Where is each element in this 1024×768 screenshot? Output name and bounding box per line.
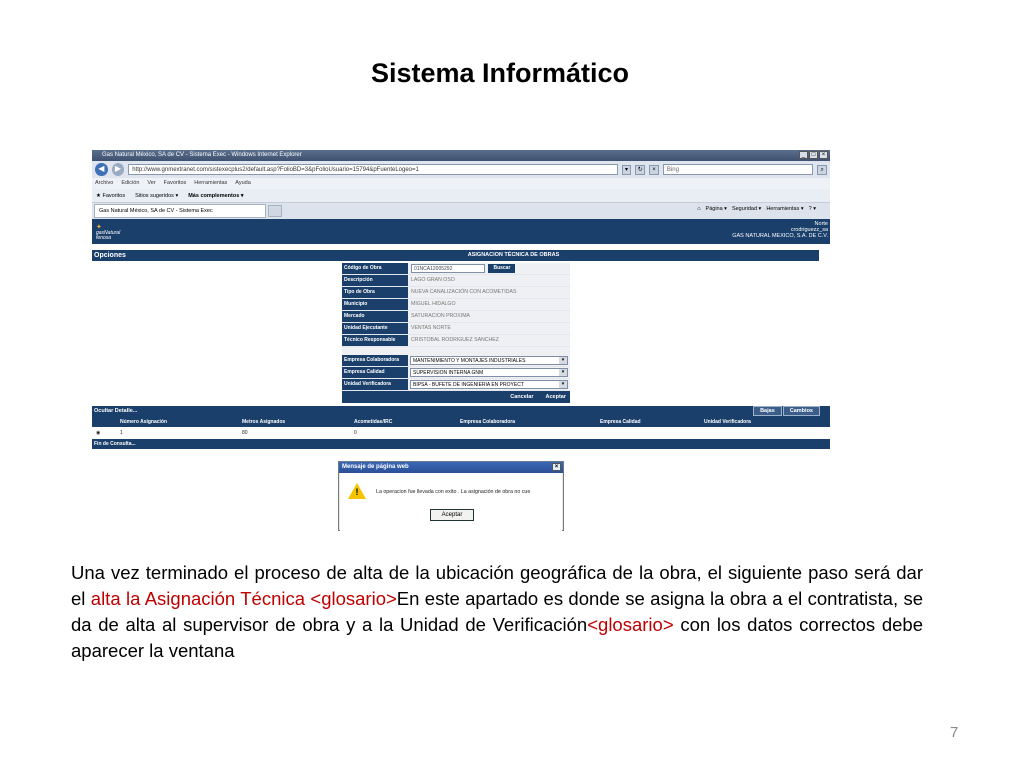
table-cell: 0 — [354, 430, 357, 436]
empresa-colaboradora-label: Empresa Colaboradora — [342, 355, 408, 366]
dropdown-icon[interactable]: ▾ — [622, 165, 632, 175]
form-row — [342, 299, 570, 311]
form-row — [342, 335, 570, 347]
logo-line1: gasNatural — [96, 230, 121, 236]
column-header: Unidad Verificadora — [704, 419, 751, 425]
accept-button[interactable]: Aceptar — [545, 394, 566, 400]
search-input[interactable]: Bing — [663, 164, 813, 175]
stop-icon[interactable]: × — [649, 165, 659, 175]
field-value: MIGUEL HIDALGO — [408, 299, 570, 310]
form-row-select — [342, 367, 570, 379]
new-tab-button[interactable] — [268, 205, 282, 217]
dialog-message: La operacion fue llevada con exito . La asignación de obra no cue — [376, 489, 531, 495]
detail-bar — [92, 406, 830, 417]
column-header: Empresa Calidad — [600, 419, 641, 425]
dialog-title: Mensaje de página web × — [339, 462, 563, 473]
glossary-link[interactable]: alta la Asignación Técnica <glosario> — [90, 588, 397, 609]
menu-ayuda[interactable]: Ayuda — [235, 180, 251, 186]
field-value: VENTAS NORTE — [408, 323, 570, 334]
section-title: ASIGNACION TÉCNICA DE OBRAS — [208, 250, 819, 261]
search-icon[interactable]: ⌕ — [817, 165, 827, 175]
page-menu[interactable]: Página ▾ — [705, 206, 727, 212]
codigo-label: Código de Obra — [342, 263, 408, 274]
field-label: Tipo de Obra — [342, 287, 408, 298]
empresa-calidad-select[interactable]: SUPERVISION INTERNA GNM ▾ — [410, 368, 568, 377]
home-icon[interactable]: ⌂ — [697, 206, 701, 212]
radio-icon[interactable]: ◉ — [96, 430, 101, 436]
field-label: Técnico Responsable — [342, 335, 408, 346]
hide-detail-link[interactable]: Ocultar Detalle... — [94, 408, 138, 414]
ok-button[interactable]: Aceptar — [430, 509, 474, 521]
field-value: SATURACION PROXIMA — [408, 311, 570, 322]
field-label: Descripción — [342, 275, 408, 286]
paragraph-text: con los datos correctos debe aparecer la ventana — [71, 614, 924, 661]
buscar-button[interactable]: Buscar — [488, 264, 515, 273]
minimize-icon[interactable]: _ — [799, 151, 808, 159]
column-header: Empresa Colaboradora — [460, 419, 516, 425]
field-value: LAGO GRAN OSO — [408, 275, 570, 286]
column-header: Acometidas/IRC — [354, 419, 393, 425]
menu-herramientas[interactable]: Herramientas — [194, 180, 228, 186]
user-region: Norte — [814, 221, 828, 227]
back-icon[interactable]: ◀ — [95, 163, 108, 176]
warning-mark: ! — [355, 487, 359, 497]
field-label: Mercado — [342, 311, 408, 322]
chevron-down-icon: ▾ — [559, 369, 567, 376]
chevron-down-icon: ▾ — [559, 381, 567, 388]
maximize-icon[interactable]: □ — [809, 151, 818, 159]
form-row — [342, 287, 570, 299]
logo-line2: fenosa — [96, 235, 112, 241]
menu-edicion[interactable]: Edición — [121, 180, 140, 186]
form-row-select — [342, 379, 570, 391]
bajas-button[interactable]: Bajas — [753, 406, 782, 416]
app-header — [92, 219, 830, 244]
flame-icon: ✦ — [96, 224, 102, 231]
slide-title: Sistema Informático — [370, 58, 630, 88]
grid-header — [92, 417, 830, 427]
options-menu[interactable]: Opciones — [92, 250, 208, 261]
url-input[interactable]: http://www.gnmextranet.com/sistexecplus2/default.asp?FolioBD=3&pFolioUsuario=15794&pFuenteLogeo=1 — [128, 164, 617, 175]
form-row — [342, 311, 570, 323]
menu-ver[interactable]: Ver — [147, 180, 156, 186]
browser-window — [92, 150, 830, 450]
form-actions — [342, 391, 570, 403]
browser-titlebar — [92, 150, 830, 161]
field-value: NUEVA CANALIZACIÓN CON ACOMETIDAS — [408, 287, 570, 298]
empresa-calidad-label: Empresa Calidad — [342, 367, 408, 378]
form-row — [342, 323, 570, 335]
table-cell: 80 — [242, 430, 248, 436]
codigo-input[interactable] — [411, 264, 485, 273]
column-header: Metros Asignados — [242, 419, 286, 425]
security-menu[interactable]: Seguridad ▾ — [731, 206, 762, 212]
cancel-button[interactable]: Cancelar — [510, 394, 534, 400]
page-number: 7 — [950, 724, 959, 741]
glossary-link[interactable]: <glosario> — [587, 614, 674, 635]
grid-footer: Fin de Consulta... — [92, 439, 830, 449]
user-company: GAS NATURAL MEXICO, S.A. DE C.V. — [732, 233, 828, 239]
window-title: Gas Natural México, SA de CV - Sistema Exec - Windows Internet Explorer — [102, 152, 302, 158]
more-addons-button[interactable]: Más complementos ▾ — [188, 192, 244, 199]
tools-menu[interactable]: Herramientas ▾ — [766, 206, 804, 212]
forward-icon[interactable]: ▶ — [112, 163, 125, 176]
browser-tab[interactable]: Gas Natural México, SA de CV - Sistema Exec — [94, 204, 266, 218]
empresa-colaboradora-select[interactable]: MANTENIMIENTO Y MONTAJES INDUSTRIALES ▾ — [410, 356, 568, 365]
field-value: CRISTOBAL RODRIGUEZ SANCHEZ — [408, 335, 570, 346]
column-header: Número Asignación — [120, 419, 168, 425]
paragraph-text: En este apartado es donde se asigna la obra a el contratista, se da de alta al supervisor de obra y a la Unidad de Verificación — [71, 588, 924, 635]
unidad-verificadora-select[interactable]: BIPSA - BUFETE DE INGENIERIA EN PROYECT ▾ — [410, 380, 568, 389]
body-paragraph — [71, 560, 923, 664]
form-row-codigo — [342, 263, 570, 275]
form-row — [342, 275, 570, 287]
form-row-select — [342, 355, 570, 367]
favorites-label: Favoritos — [102, 192, 126, 199]
address-bar — [92, 161, 830, 178]
help-menu[interactable]: ? ▾ — [808, 206, 816, 212]
command-bar — [697, 206, 816, 212]
form-spacer — [342, 347, 570, 355]
unidad-verificadora-label: Unidad Verificadora — [342, 379, 408, 390]
user-login: crodriguezz_sa — [790, 227, 828, 233]
field-label: Unidad Ejecutante — [342, 323, 408, 334]
message-dialog — [338, 461, 564, 531]
menu-favoritos[interactable]: Favoritos — [163, 180, 187, 186]
close-icon[interactable]: × — [819, 151, 828, 159]
refresh-icon[interactable]: ↻ — [635, 165, 645, 175]
paragraph-text: Una vez terminado el proceso de alta de la ubicación geográfica de la obra, el siguiente paso será dar el — [71, 562, 923, 609]
dialog-body — [340, 473, 562, 531]
menu-archivo[interactable]: Archivo — [95, 180, 114, 186]
favorites-bar — [92, 189, 830, 203]
tab-bar — [92, 203, 830, 219]
chevron-down-icon: ▾ — [559, 357, 567, 364]
assignment-form — [342, 263, 570, 403]
table-cell: 1 — [120, 430, 123, 436]
close-icon[interactable]: × — [552, 463, 561, 471]
table-row[interactable] — [92, 427, 830, 439]
gas-natural-logo — [96, 225, 120, 241]
cambios-button[interactable]: Cambios — [783, 406, 820, 416]
favorites-button[interactable]: ★ Favoritos — [96, 192, 126, 199]
field-label: Municipio — [342, 299, 408, 310]
menu-bar — [92, 178, 830, 189]
user-info — [732, 221, 828, 239]
suggested-sites-button[interactable]: Sitios sugeridos ▾ — [135, 192, 179, 199]
